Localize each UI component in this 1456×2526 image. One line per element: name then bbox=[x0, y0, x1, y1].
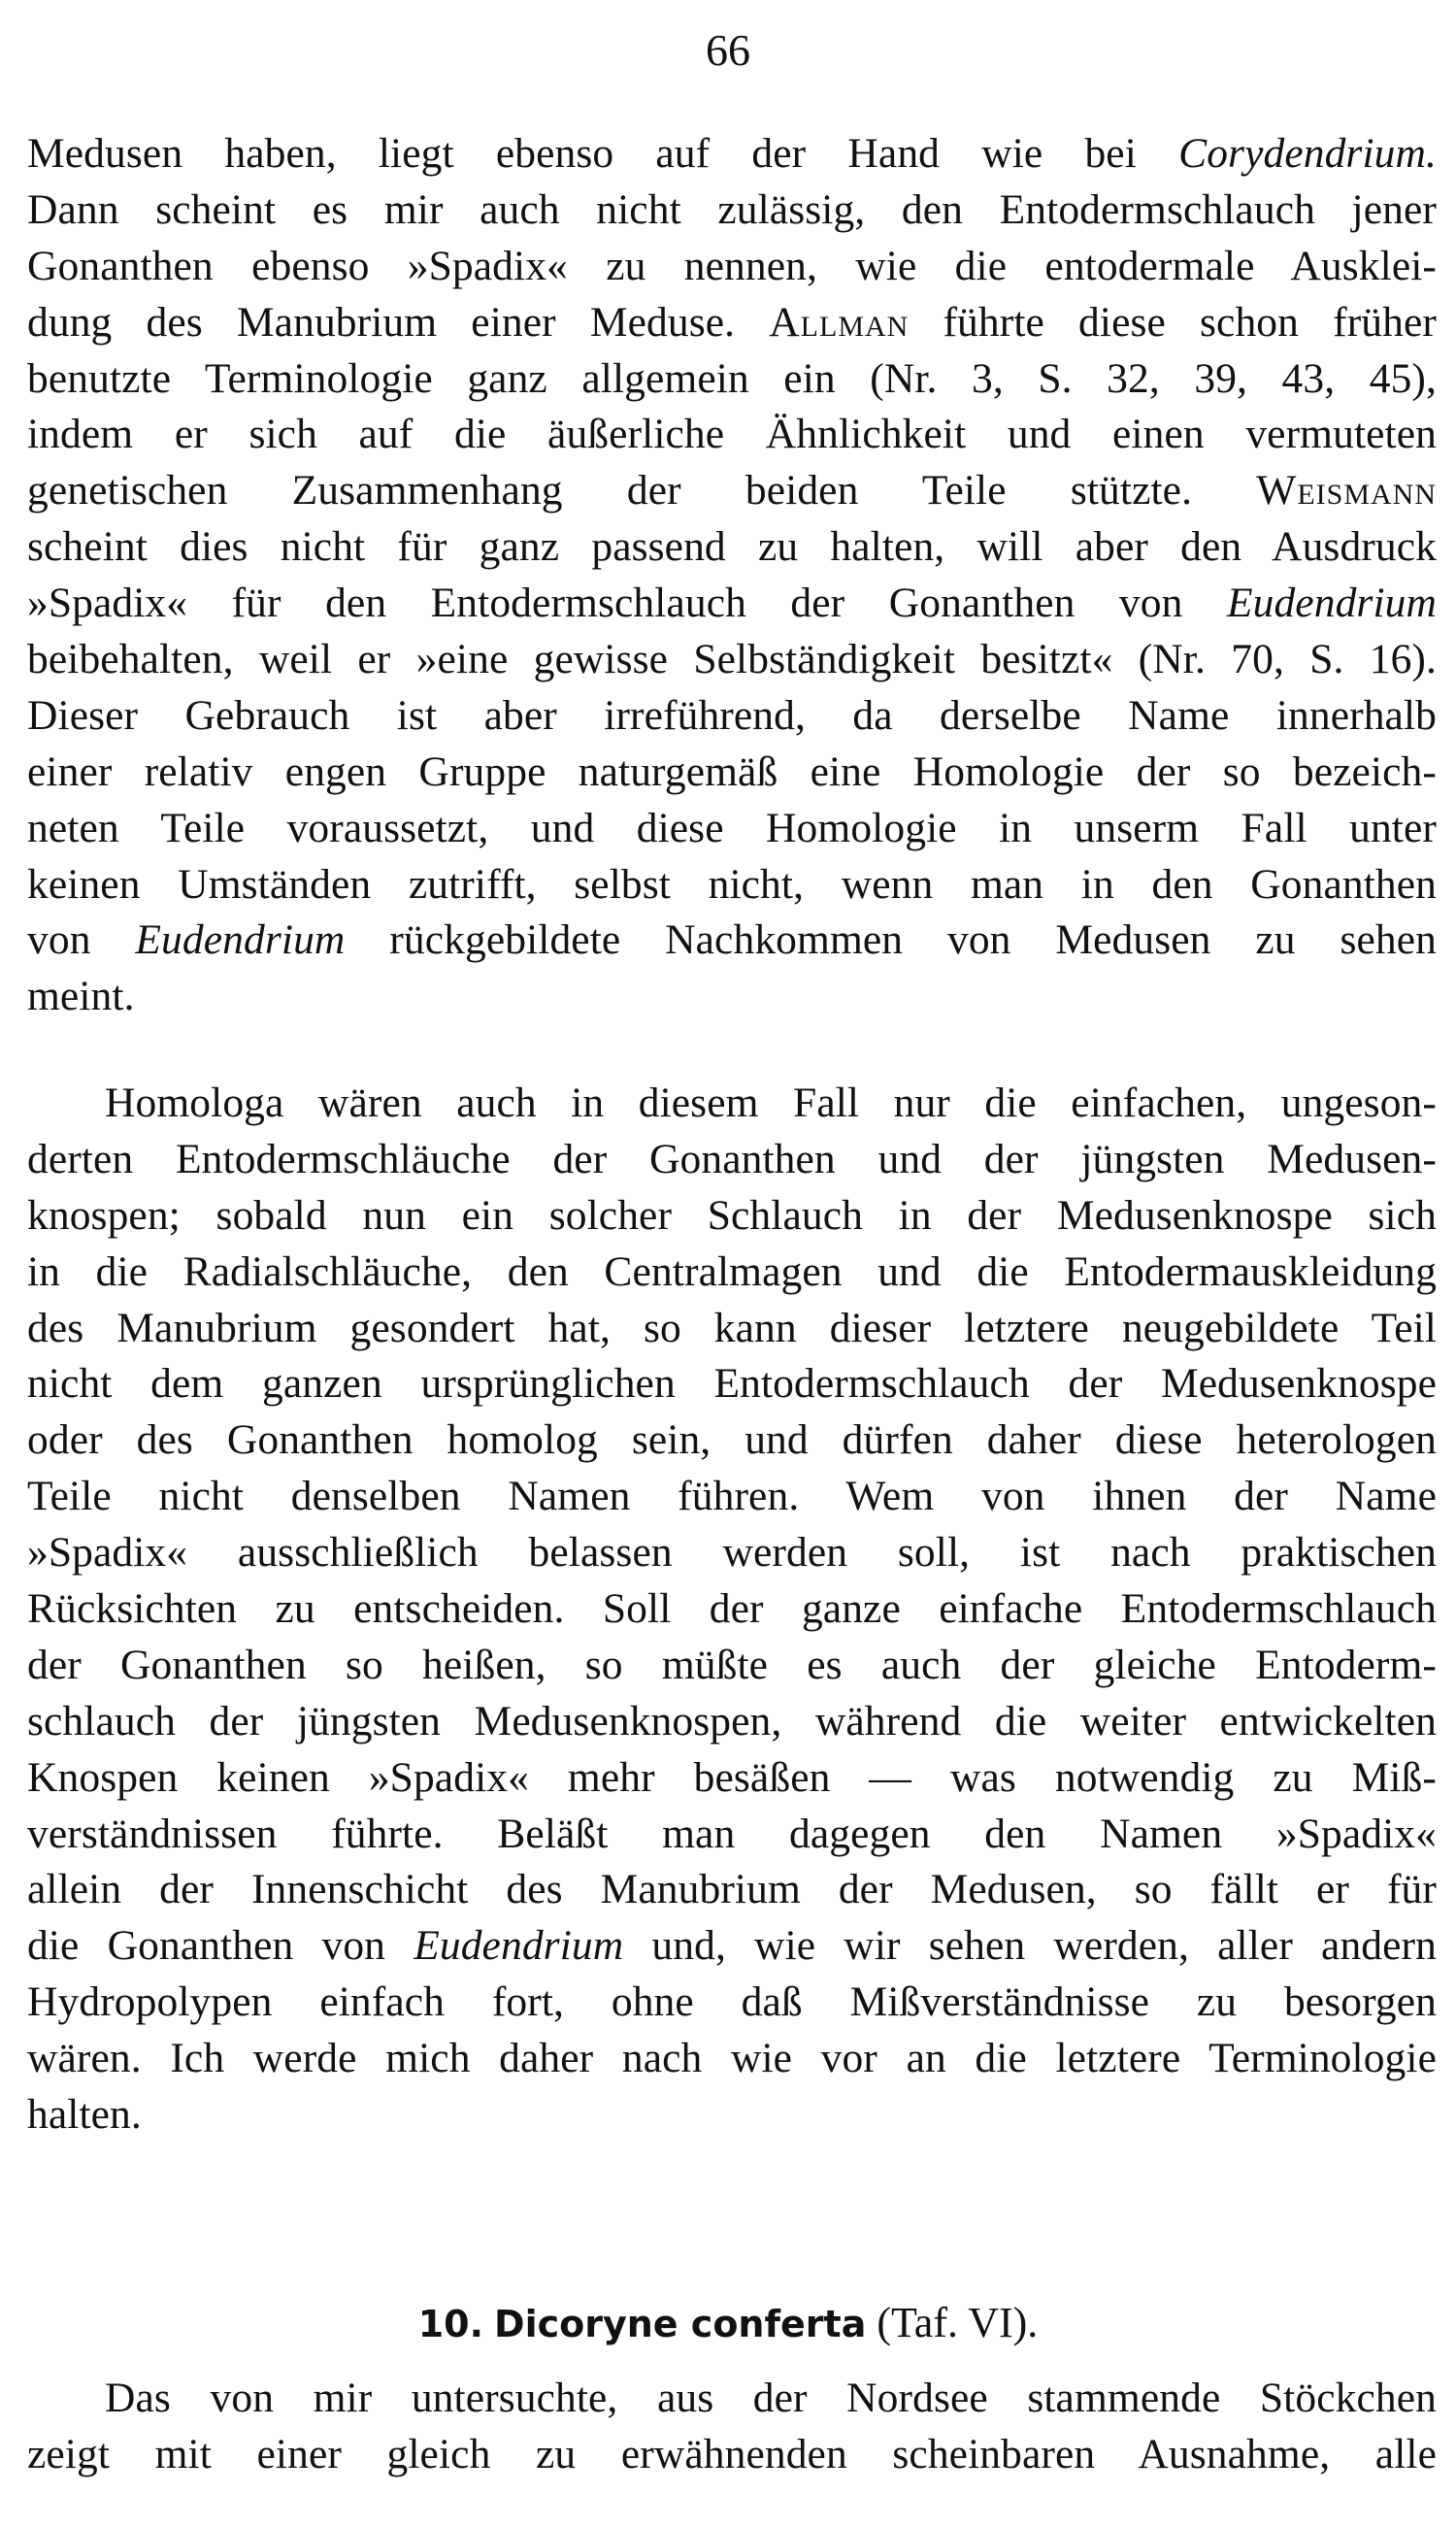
italic-taxon: Eudendrium bbox=[1226, 580, 1437, 627]
text-line: nicht dem ganzen ursprünglichen Entodermschlauch der Medusenknospe bbox=[27, 1360, 1437, 1408]
text-line: allein der Innenschicht des Manubrium der Medusen, so fällt er für bbox=[27, 1866, 1437, 1913]
section-heading bbox=[0, 2295, 1456, 2352]
author-name: Weismann bbox=[1256, 467, 1437, 515]
paragraph-3 bbox=[27, 2371, 1437, 2483]
italic-taxon: Corydendrium. bbox=[1178, 130, 1437, 177]
text-line: dung des Manubrium einer Meduse. Allman führte diese schon früher bbox=[27, 298, 1437, 346]
text-line: Gonanthen ebenso »Spadix« zu nennen, wie die entodermale Ausklei- bbox=[27, 242, 1437, 289]
text-line: »Spadix« ausschließlich belassen werden soll, ist nach praktischen bbox=[27, 1529, 1437, 1577]
text-line: scheint dies nicht für ganz passend zu halten, will aber den Ausdruck bbox=[27, 523, 1437, 571]
author-name: Allman bbox=[769, 298, 910, 346]
text-line: von Eudendrium rückgebildete Nachkommen von Medusen zu sehen bbox=[27, 916, 1437, 964]
text-line: Teile nicht denselben Namen führen. Wem von ihnen der Name bbox=[27, 1473, 1437, 1520]
text-line: zeigt mit einer gleich zu erwähnenden scheinbaren Ausnahme, alle bbox=[27, 2430, 1437, 2477]
text-line: einer relativ engen Gruppe naturgemäß eine Homologie der so bezeich- bbox=[27, 748, 1437, 795]
text-line: Rücksichten zu entscheiden. Soll der ganze einfache Entodermschlauch bbox=[27, 1585, 1437, 1633]
text-line: die Gonanthen von Eudendrium und, wie wir sehen werden, aller andern bbox=[27, 1922, 1437, 1970]
text-line: Hydropolypen einfach fort, ohne daß Mißverständnisse zu besorgen bbox=[27, 1978, 1437, 2026]
text-line: Das von mir untersuchte, aus der Nordsee stammende Stöckchen bbox=[105, 2375, 1437, 2421]
text-line: derten Entodermschläuche der Gonanthen und der jüngsten Medusen- bbox=[27, 1135, 1437, 1182]
section-plate-reference: (Taf. VI). bbox=[877, 2299, 1039, 2346]
text-line: Dieser Gebrauch ist aber irreführend, da derselbe Name innerhalb bbox=[27, 691, 1437, 739]
text-line: knospen; sobald nun ein solcher Schlauch in der Medusenknospe sich bbox=[27, 1191, 1437, 1239]
text-line: der Gonanthen so heißen, so müßte es auch der gleiche Entoderm- bbox=[27, 1641, 1437, 1688]
text-line: neten Teile voraussetzt, und diese Homologie in unserm Fall unter bbox=[27, 804, 1437, 851]
text-line: Homologa wären auch in diesem Fall nur die einfachen, ungeson- bbox=[105, 1080, 1437, 1126]
text-line: genetischen Zusammenhang der beiden Teile stützte. Weismann bbox=[27, 467, 1437, 515]
text-line: keinen Umständen zutrifft, selbst nicht, wenn man in den Gonanthen bbox=[27, 860, 1437, 908]
text-line: Medusen haben, liegt ebenso auf der Hand wie bei Corydendrium. bbox=[27, 130, 1437, 177]
italic-taxon: Eudendrium bbox=[135, 916, 346, 964]
text-line: Knospen keinen »Spadix« mehr besäßen — was notwendig zu Miß- bbox=[27, 1753, 1437, 1801]
page-number: 66 bbox=[706, 25, 750, 75]
text-line: meint. bbox=[27, 973, 135, 1020]
text-line: benutzte Terminologie ganz allgemein ein (Nr. 3, S. 32, 39, 43, 45), bbox=[27, 354, 1437, 402]
section-species-name: Dicoryne conferta bbox=[494, 2303, 867, 2345]
text-line: indem er sich auf die äußerliche Ähnlichkeit und einen vermuteten bbox=[27, 411, 1437, 458]
paragraph-1 bbox=[27, 126, 1437, 1025]
text-line: halten. bbox=[27, 2091, 142, 2139]
paragraph-2 bbox=[27, 1076, 1437, 2144]
text-line: in die Radialschläuche, den Centralmagen und die Entodermauskleidung bbox=[27, 1247, 1437, 1295]
text-line: schlauch der jüngsten Medusenknospen, während die weiter entwickelten bbox=[27, 1697, 1437, 1745]
text-line: oder des Gonanthen homolog sein, und dürfen daher diese heterologen bbox=[27, 1416, 1437, 1464]
text-line: verständnissen führte. Beläßt man dagegen den Namen »Spadix« bbox=[27, 1810, 1437, 1857]
text-line: Dann scheint es mir auch nicht zulässig, den Entodermschlauch jener bbox=[27, 185, 1437, 233]
text-line: wären. Ich werde mich daher nach wie vor an die letztere Terminologie bbox=[27, 2035, 1437, 2082]
text-line: beibehalten, weil er »eine gewisse Selbständigkeit besitzt« (Nr. 70, S. 16). bbox=[27, 636, 1437, 683]
text-line: des Manubrium gesondert hat, so kann dieser letztere neugebildete Teil bbox=[27, 1304, 1437, 1351]
section-number: 10. bbox=[417, 2303, 484, 2345]
text-line: »Spadix« für den Entodermschlauch der Gonanthen von Eudendrium bbox=[27, 580, 1437, 627]
italic-taxon: Eudendrium bbox=[414, 1922, 624, 1970]
